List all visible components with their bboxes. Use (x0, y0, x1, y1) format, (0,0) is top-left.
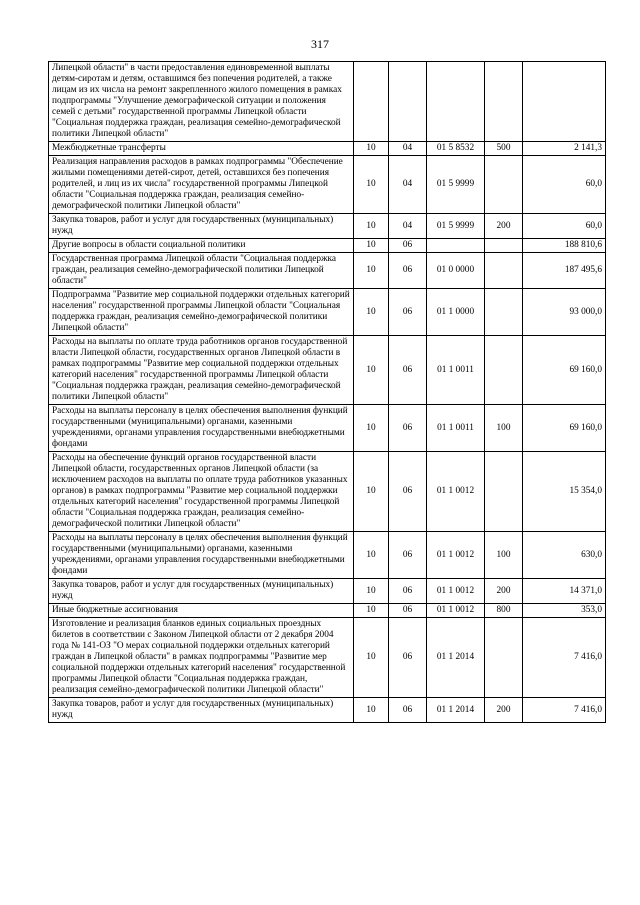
row-section: 10 (354, 532, 389, 579)
table-row (49, 532, 606, 579)
row-article: 01 1 0011 (427, 405, 485, 452)
row-subsection: 04 (389, 214, 427, 239)
row-name: Реализация направления расходов в рамках подпрограммы "Обеспечение жилыми помещениями детей-сирот, детей, оставшихся без попечения родителей, и лиц из их числа" государственной программы Липецкой области "Социальная поддержка граждан, реализация семейно-демографической политики Липецкой области" (49, 156, 354, 214)
table-row (49, 405, 606, 452)
row-name: Закупка товаров, работ и услуг для государственных (муниципальных) нужд (49, 214, 354, 239)
row-name: Закупка товаров, работ и услуг для государственных (муниципальных) нужд (49, 698, 354, 723)
row-sum: 69 160,0 (523, 405, 606, 452)
row-name: Межбюджетные трансферты (49, 142, 354, 156)
row-name: Расходы на обеспечение функций органов государственной власти Липецкой области, государственных органов Липецкой области (за исключением расходов на выплаты по оплате труда работников указанных органов) в рамках подпрограммы "Развитие мер социальной поддержки отдельных категорий населения" государственной программы Липецкой области "Социальная поддержка граждан, реализация семейно-демографической политики Липецкой области" (49, 452, 354, 532)
row-article: 01 1 0011 (427, 336, 485, 405)
row-expense-type: 200 (485, 214, 523, 239)
row-subsection: 06 (389, 618, 427, 698)
row-section: 10 (354, 253, 389, 289)
row-expense-type: 200 (485, 579, 523, 604)
row-name: Другие вопросы в области социальной политики (49, 239, 354, 253)
row-sum: 14 371,0 (523, 579, 606, 604)
table-row (49, 336, 606, 405)
row-expense-type: 200 (485, 698, 523, 723)
row-article (427, 239, 485, 253)
row-name: Расходы на выплаты персоналу в целях обеспечения выполнения функций государственными (муниципальными) органами, казенными учреждениями, органами управления государственными внебюджетными фондами (49, 405, 354, 452)
row-section (354, 62, 389, 142)
row-sum: 60,0 (523, 156, 606, 214)
row-article (427, 62, 485, 142)
row-section: 10 (354, 336, 389, 405)
row-section: 10 (354, 214, 389, 239)
row-sum: 188 810,6 (523, 239, 606, 253)
table-row (49, 214, 606, 239)
row-sum: 15 354,0 (523, 452, 606, 532)
row-article: 01 1 0012 (427, 579, 485, 604)
row-name: Липецкой области" в части предоставления единовременной выплаты детям-сиротам и детям, оставшимся без попечения родителей, а также лицам из их числа на ремонт закрепленного жилого помещения в рамках подпрограммы "Улучшение демографической ситуации и положения семей с детьми" государственной программы Липецкой области "Социальная поддержка граждан, реализация семейно-демографической политики Липецкой области" (49, 62, 354, 142)
row-expense-type (485, 452, 523, 532)
table-row (49, 698, 606, 723)
row-name: Подпрограмма "Развитие мер социальной поддержки отдельных категорий населения" государственной программы Липецкой области "Социальная поддержка граждан, реализация семейно-демографической политики Липецкой области" (49, 289, 354, 336)
row-section: 10 (354, 405, 389, 452)
row-subsection (389, 62, 427, 142)
row-sum: 187 495,6 (523, 253, 606, 289)
row-subsection: 06 (389, 698, 427, 723)
table-row (49, 62, 606, 142)
row-expense-type: 500 (485, 142, 523, 156)
row-subsection: 06 (389, 289, 427, 336)
row-subsection: 06 (389, 452, 427, 532)
row-expense-type (485, 156, 523, 214)
row-expense-type (485, 618, 523, 698)
row-expense-type (485, 62, 523, 142)
row-name: Закупка товаров, работ и услуг для государственных (муниципальных) нужд (49, 579, 354, 604)
row-expense-type (485, 253, 523, 289)
row-name: Государственная программа Липецкой области "Социальная поддержка граждан, реализация семейно-демографической политики Липецкой области" (49, 253, 354, 289)
table-row (49, 156, 606, 214)
row-expense-type (485, 336, 523, 405)
row-article: 01 0 0000 (427, 253, 485, 289)
row-sum: 7 416,0 (523, 618, 606, 698)
row-subsection: 04 (389, 156, 427, 214)
row-article: 01 1 0012 (427, 532, 485, 579)
row-sum: 60,0 (523, 214, 606, 239)
row-subsection: 04 (389, 142, 427, 156)
table-row (49, 452, 606, 532)
row-section: 10 (354, 289, 389, 336)
row-section: 10 (354, 618, 389, 698)
table-body (49, 62, 606, 723)
row-expense-type: 100 (485, 405, 523, 452)
row-sum: 630,0 (523, 532, 606, 579)
table-row (49, 239, 606, 253)
table-row (49, 142, 606, 156)
row-expense-type: 100 (485, 532, 523, 579)
row-section: 10 (354, 239, 389, 253)
row-sum: 2 141,3 (523, 142, 606, 156)
row-name: Иные бюджетные ассигнования (49, 604, 354, 618)
row-subsection: 06 (389, 336, 427, 405)
row-sum: 93 000,0 (523, 289, 606, 336)
row-subsection: 06 (389, 405, 427, 452)
row-sum: 353,0 (523, 604, 606, 618)
row-name: Расходы на выплаты персоналу в целях обеспечения выполнения функций государственными (муниципальными) органами, казенными учреждениями, органами управления государственными внебюджетными фондами (49, 532, 354, 579)
row-name: Расходы на выплаты по оплате труда работников органов государственной власти Липецкой области, государственных органов Липецкой области в рамках подпрограммы "Развитие мер социальной поддержки отдельных категорий населения" государственной программы Липецкой области "Социальная поддержка граждан, реализация семейно-демографической политики Липецкой области" (49, 336, 354, 405)
row-article: 01 1 0012 (427, 604, 485, 618)
row-expense-type (485, 289, 523, 336)
row-section: 10 (354, 156, 389, 214)
row-sum: 7 416,0 (523, 698, 606, 723)
page-number: 317 (311, 37, 329, 51)
row-section: 10 (354, 698, 389, 723)
row-sum: 69 160,0 (523, 336, 606, 405)
row-sum (523, 62, 606, 142)
row-section: 10 (354, 579, 389, 604)
row-article: 01 5 8532 (427, 142, 485, 156)
row-subsection: 06 (389, 253, 427, 289)
budget-table (48, 61, 606, 723)
row-subsection: 06 (389, 579, 427, 604)
row-subsection: 06 (389, 532, 427, 579)
row-article: 01 1 0012 (427, 452, 485, 532)
row-article: 01 1 0000 (427, 289, 485, 336)
row-article: 01 5 9999 (427, 214, 485, 239)
row-subsection: 06 (389, 239, 427, 253)
row-section: 10 (354, 604, 389, 618)
row-article: 01 1 2014 (427, 698, 485, 723)
table-row (49, 289, 606, 336)
row-article: 01 1 2014 (427, 618, 485, 698)
row-subsection: 06 (389, 604, 427, 618)
table-row (49, 253, 606, 289)
table-row (49, 604, 606, 618)
row-expense-type (485, 239, 523, 253)
row-article: 01 5 9999 (427, 156, 485, 214)
row-expense-type: 800 (485, 604, 523, 618)
row-section: 10 (354, 452, 389, 532)
row-name: Изготовление и реализация бланков единых социальных проездных билетов в соответствии с Законом Липецкой области от 2 декабря 2004 года № 141-ОЗ "О мерах социальной поддержки отдельных категорий граждан в Липецкой области" в рамках подпрограммы "Развитие мер социальной поддержки отдельных категорий населения" государственной программы Липецкой области "Социальная поддержка граждан, реализация семейно-демографической политики Липецкой области" (49, 618, 354, 698)
row-section: 10 (354, 142, 389, 156)
table-row (49, 618, 606, 698)
table-row (49, 579, 606, 604)
